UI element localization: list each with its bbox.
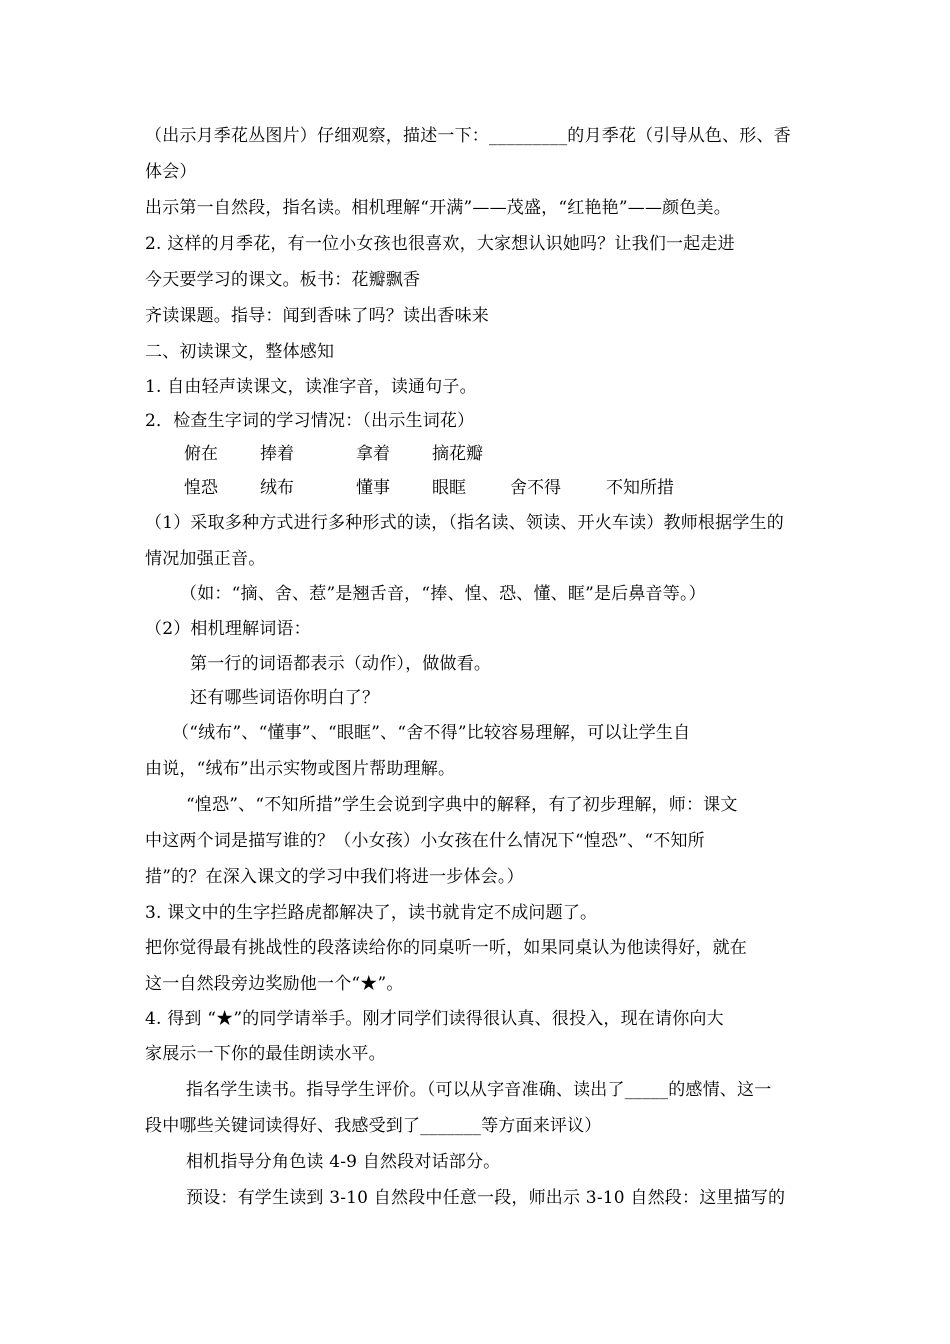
text-line: 相机指导分角色读 4-9 自然段对话部分。 [186, 1152, 501, 1172]
text-line: 第一行的词语都表示（动作），做做看。 [190, 654, 492, 674]
text-line: （2）相机理解词语： [145, 619, 311, 639]
text-line: 4. 得到 “★”的同学请举手。刚才同学们读得很认真、很投入，现在请你向大 [145, 1009, 724, 1029]
vocab-word: 惶恐 [184, 478, 218, 498]
section-heading: 二、初读课文，整体感知 [145, 342, 335, 362]
text-line: 中这两个词是描写谁的？（小女孩）小女孩在什么情况下“惶恐”、“不知所 [145, 831, 705, 851]
text-line: 1. 自由轻声读课文，读准字音，读通句子。 [145, 377, 477, 397]
vocab-word: 眼眶 [432, 478, 466, 498]
text-line: 3. 课文中的生字拦路虎都解决了，读书就肯定不成问题了。 [145, 903, 598, 923]
text-line: 还有哪些词语你明白了？ [190, 688, 380, 708]
text-line: 把你觉得最有挑战性的段落读给你的同桌听一听，如果同桌认为他读得好，就在 [145, 938, 747, 958]
text-line: 体会） [145, 162, 197, 182]
text-line: （1）采取多种方式进行多种形式的读，（指名读、领读、开火车读）教师根据学生的 [145, 513, 784, 533]
text-line: 措”的？在深入课文的学习中我们将进一步体会。） [145, 867, 524, 887]
text-line: 出示第一自然段，指名读。相机理解“开满”——茂盛，“红艳艳”——颜色美。 [145, 198, 731, 218]
vocab-word: 捧着 [260, 444, 294, 464]
vocab-word: 不知所措 [606, 478, 674, 498]
vocab-word: 拿着 [356, 444, 390, 464]
text-line: 这一自然段旁边奖励他一个“★”。 [145, 974, 404, 994]
text-line: 今天要学习的课文。板书：花瓣飘香 [145, 270, 421, 290]
text-line: 2. 这样的月季花，有一位小女孩也很喜欢，大家想认识她吗？让我们一起走进 [145, 234, 735, 254]
text-line: 预设：有学生读到 3-10 自然段中任意一段，师出示 3-10 自然段：这里描写的 [186, 1188, 786, 1208]
text-line: 家展示一下你的最佳朗读水平。 [145, 1044, 386, 1064]
text-line: 情况加强正音。 [145, 549, 266, 569]
text-line: （“绒布”、“懂事”、“眼眶”、“舍不得”比较容易理解，可以让学生自 [172, 723, 691, 743]
text-line: 指名学生读书。指导学生评价。（可以从字音准确、读出了_____的感情、这一 [186, 1080, 772, 1100]
vocab-word: 俯在 [184, 444, 218, 464]
vocab-word: 绒布 [260, 478, 294, 498]
vocab-word: 摘花瓣 [432, 444, 483, 464]
text-line: 段中哪些关键词读得好、我感受到了_______等方面来评议） [145, 1116, 602, 1136]
text-line: 由说，“绒布”出示实物或图片帮助理解。 [145, 759, 456, 779]
text-line: 2．检查生字词的学习情况：（出示生词花） [145, 411, 475, 431]
text-line: （如：“摘、舍、惹”是翘舌音，“捧、惶、恐、懂、眶”是后鼻音等。） [180, 584, 706, 604]
text-line: （出示月季花丛图片）仔细观察，描述一下：_________的月季花（引导从色、形、香 [145, 126, 791, 146]
vocab-word: 懂事 [356, 478, 390, 498]
vocab-word: 舍不得 [510, 478, 561, 498]
text-line: 齐读课题。指导：闻到香味了吗？读出香味来 [145, 306, 489, 326]
text-line: “惶恐”、“不知所措”学生会说到字典中的解释，有了初步理解，师：课文 [186, 795, 738, 815]
